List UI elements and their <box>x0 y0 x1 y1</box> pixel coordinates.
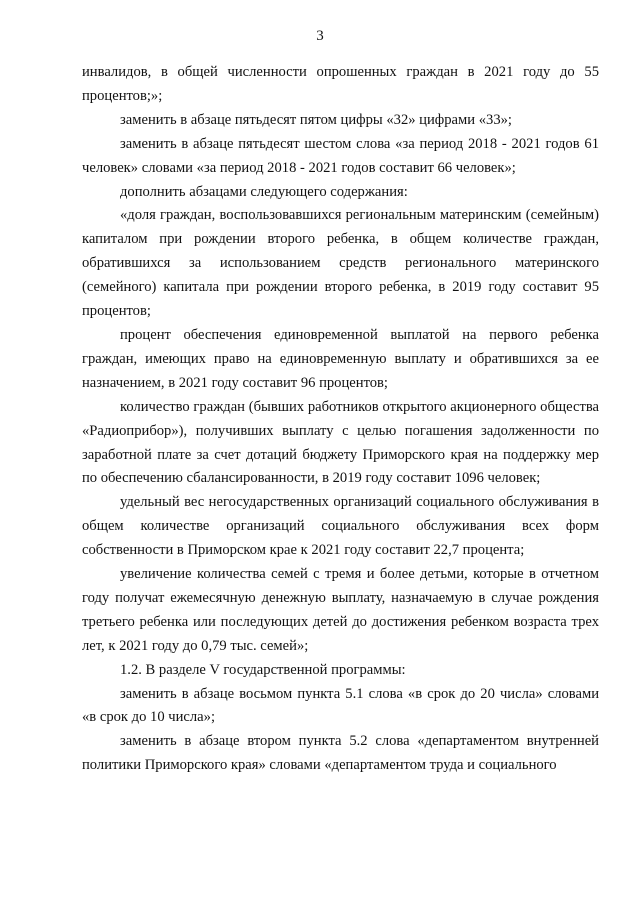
paragraph-nongovernmental-organizations: удельный вес негосударственных организаций социального обслуживания в общем количестве организаций социального обслуживания всех форм собственности в Приморском крае к 2021 году составит 22,7 процента; <box>82 494 599 559</box>
paragraph-section-v-heading: 1.2. В разделе V государственной программы: <box>120 661 406 678</box>
paragraph-point-5-2: заменить в абзаце втором пункта 5.2 слова «департаментом внутренней политики Приморского края» словами «департаментом труда и социального <box>82 733 599 774</box>
paragraph-add-abstracts: дополнить абзацами следующего содержания: <box>120 183 408 200</box>
page-number: 3 <box>316 28 324 44</box>
paragraph-point-5-1: заменить в абзаце восьмом пункта 5.1 слова «в срок до 20 числа» словами «в срок до 10 числа»; <box>82 685 599 726</box>
paragraph-invalids-continuation: инвалидов, в общей численности опрошенных граждан в 2021 году до 55 процентов;»; <box>82 64 599 104</box>
paragraph-replace-digits: заменить в абзаце пятьдесят пятом цифры «32» цифрами «33»; <box>120 111 512 128</box>
paragraph-large-families: увеличение количества семей с тремя и более детьми, которые в отчетном году получат ежемесячную денежную выплату, назначаемую в случае рождения третьего ребенка или последующих детей до достижения ребенком возраста трех лет, к 2021 году до 0,79 тыс. семей»; <box>82 566 599 654</box>
document-body <box>82 61 599 778</box>
paragraph-maternity-capital: «доля граждан, воспользовавшихся региональным материнским (семейным) капиталом при рождении второго ребенка, в общем количестве граждан, обратившихся за использованием средств регионального материнского (семейного) капитала при рождении второго ребенка, в 2019 году составит 95 процентов; <box>82 207 599 320</box>
paragraph-replace-words-period: заменить в абзаце пятьдесят шестом слова «за период 2018 - 2021 годов 61 человек» словами «за период 2018 - 2021 годов составит 66 человек»; <box>82 135 599 176</box>
paragraph-lump-sum-payment: процент обеспечения единовременной выплатой на первого ребенка граждан, имеющих право на единовременную выплату и обратившихся за ее назначением, в 2021 году составит 96 процентов; <box>82 326 599 391</box>
paragraph-radiopribor-workers: количество граждан (бывших работников открытого акционерного общества «Радиоприбор»), получивших выплату с целью погашения задолженности по заработной плате за счет дотаций бюджету Приморского края на поддержку мер по обеспечению сбалансированности, в 2019 году составит 1096 человек; <box>82 398 599 487</box>
